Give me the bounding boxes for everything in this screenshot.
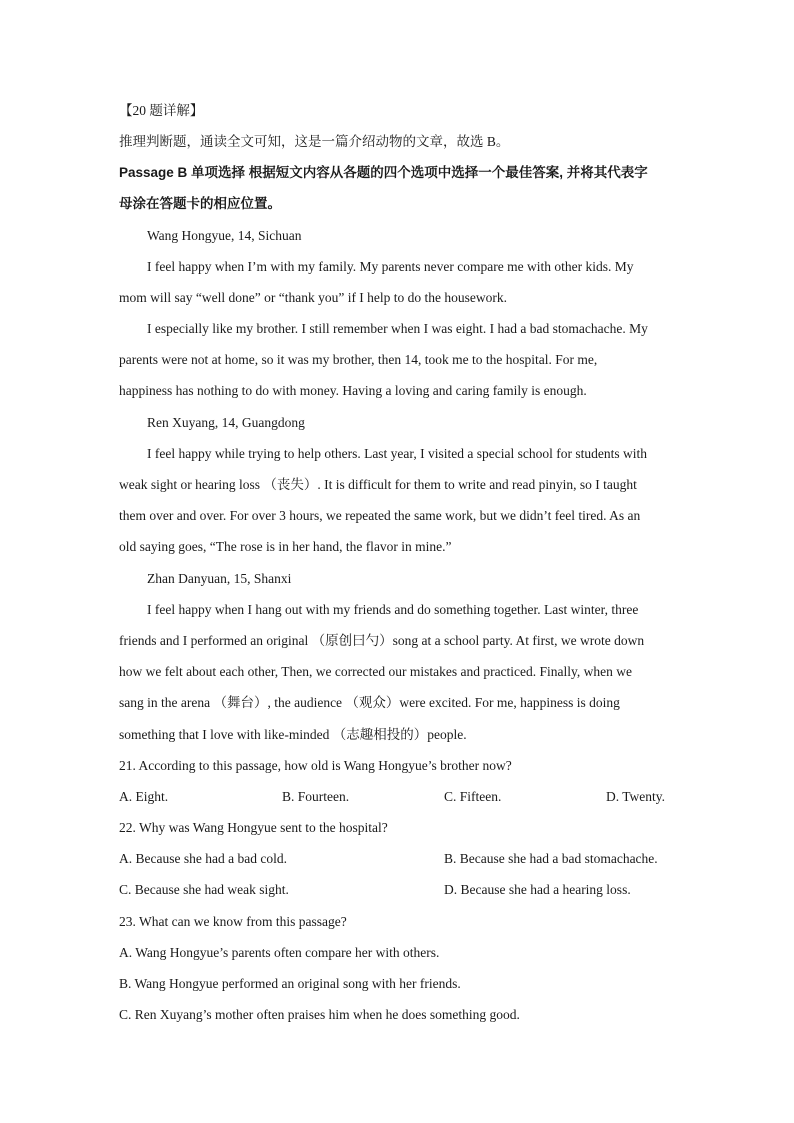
passage-line: I feel happy when I hang out with my friends and do something together. Last winter, three [147, 602, 639, 617]
q21-option-c: C. Fifteen. [444, 789, 502, 804]
passage-line: mom will say “well done” or “thank you” if I help to do the housework. [119, 290, 508, 305]
q23-option-c: C. Ren Xuyang’s mother often praises him when he does something good. [119, 1007, 520, 1022]
passage-line: old saying goes, “The rose is in her hand, the flavor in mine.” [119, 539, 452, 554]
question-23: 23. What can we know from this passage? [119, 914, 347, 929]
passage-line: how we felt about each other, Then, we corrected our mistakes and practiced. Finally, when we [119, 664, 633, 679]
section-instruction-line2: 母涂在答题卡的相应位置。 [119, 196, 281, 211]
passage-line: happiness has nothing to do with money. Having a loving and caring family is enough. [119, 383, 587, 398]
passage-line: I feel happy while trying to help others. Last year, I visited a special school for students with [147, 446, 647, 461]
q21-option-a: A. Eight. [119, 789, 169, 804]
q23-option-a: A. Wang Hongyue’s parents often compare her with others. [119, 945, 440, 960]
q23-option-b: B. Wang Hongyue performed an original song with her friends. [119, 976, 461, 991]
q20-explanation: 推理判断题，通读全文可知，这是一篇介绍动物的文章，故选 B。 [119, 134, 510, 149]
q22-option-c: C. Because she had weak sight. [119, 882, 289, 897]
passage-line: I especially like my brother. I still remember when I was eight. I had a bad stomachache. My [147, 321, 648, 336]
passage-line: weak sight or hearing loss （丧失）. It is difficult for them to write and read pinyin, so I taught [119, 477, 637, 492]
passage-line: sang in the arena （舞台）, the audience （观众）were excited. For me, happiness is doing [119, 695, 620, 710]
q20-title: 【20 题详解】 [119, 103, 204, 118]
q22-option-a: A. Because she had a bad cold. [119, 851, 287, 866]
q22-option-b: B. Because she had a bad stomachache. [444, 851, 658, 866]
passage-author-3: Zhan Danyuan, 15, Shanxi [147, 571, 292, 586]
passage-line: them over and over. For over 3 hours, we repeated the same work, but we didn’t feel tired. As an [119, 508, 641, 523]
section-instruction-line1: Passage B 单项选择 根据短文内容从各题的四个选项中选择一个最佳答案, 并将其代表字 [119, 165, 648, 180]
q21-option-d: D. Twenty. [606, 789, 666, 804]
question-21: 21. According to this passage, how old is Wang Hongyue’s brother now? [119, 758, 512, 773]
passage-line: something that I love with like-minded （志趣相投的）people. [119, 727, 467, 742]
passage-line: parents were not at home, so it was my brother, then 14, took me to the hospital. For me, [119, 352, 598, 367]
question-22: 22. Why was Wang Hongyue sent to the hospital? [119, 820, 388, 835]
passage-author-1: Wang Hongyue, 14, Sichuan [147, 228, 302, 243]
q22-option-d: D. Because she had a hearing loss. [444, 882, 631, 897]
passage-line: I feel happy when I’m with my family. My parents never compare me with other kids. My [147, 259, 634, 274]
passage-author-2: Ren Xuyang, 14, Guangdong [147, 415, 305, 430]
passage-line: friends and I performed an original （原创曰勺）song at a school party. At first, we wrote down [119, 633, 645, 648]
q21-option-b: B. Fourteen. [282, 789, 350, 804]
